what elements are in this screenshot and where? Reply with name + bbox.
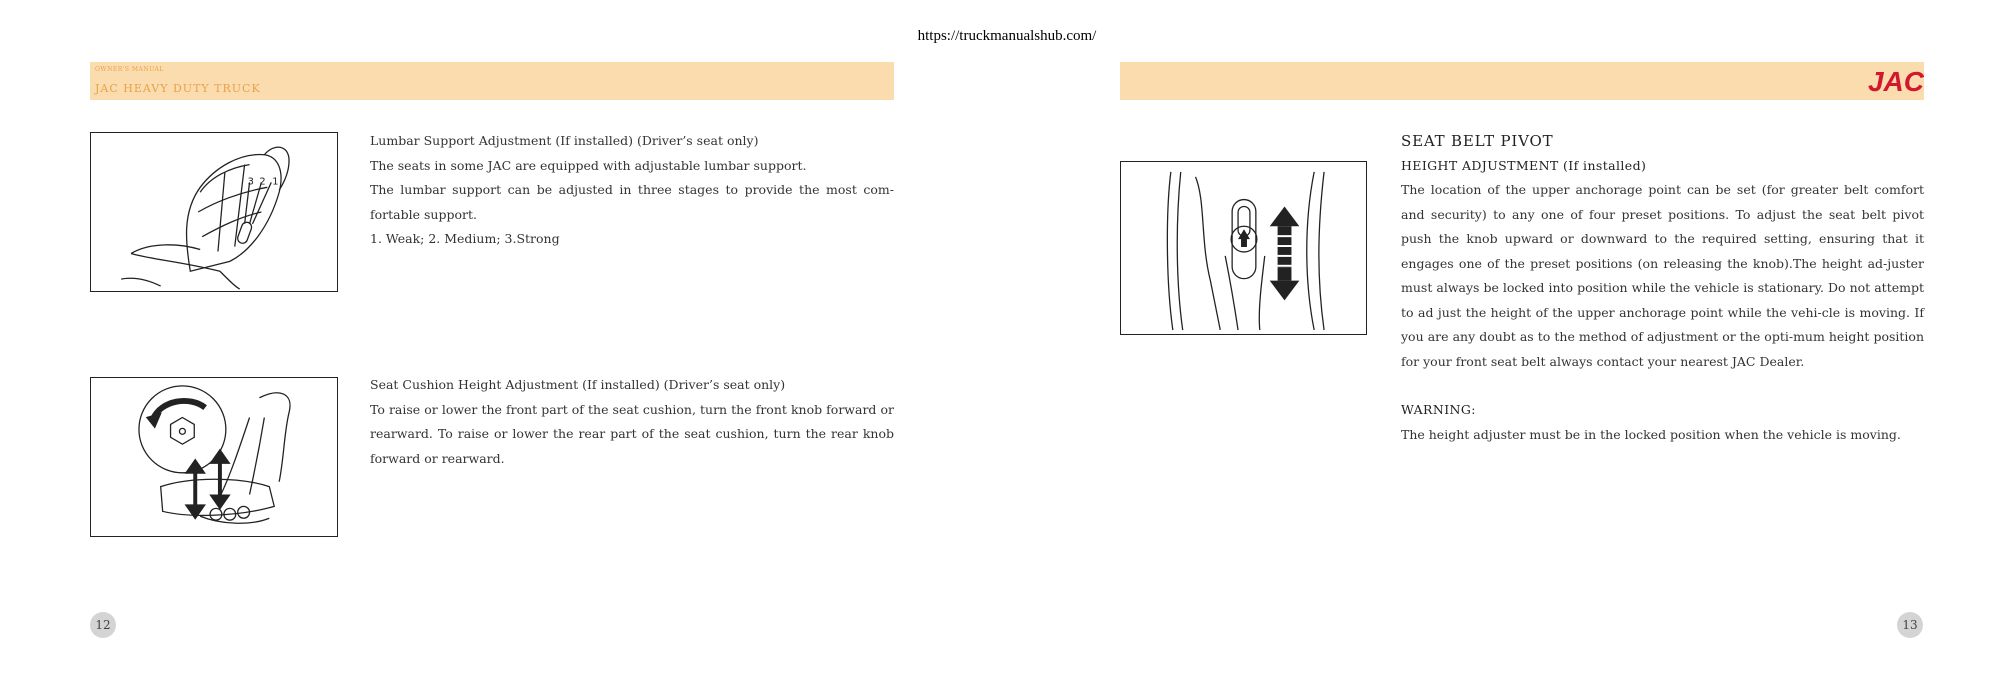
lumbar-support-figure [90, 132, 338, 292]
warning-title: WARNING: [1401, 402, 1476, 417]
seat-belt-heading: SEAT BELT PIVOT [1401, 132, 1554, 150]
lumbar-line-2: The lumbar support can be adjusted in three stages to provide the most com-fortable support. [370, 182, 894, 222]
cushion-section [370, 373, 894, 471]
cushion-seat-illustration [91, 378, 337, 536]
svg-text:3: 3 [247, 176, 254, 188]
seat-belt-section [1401, 129, 1924, 447]
lumbar-section [370, 129, 894, 252]
cushion-body: To raise or lower the front part of the seat cushion, turn the front knob forward or rearward. To raise or lower the rear part of the seat cushion, turn the rear knob forward or rearward. [370, 401, 894, 466]
svg-text:2: 2 [259, 176, 266, 188]
svg-text:JAC: JAC [1867, 67, 1924, 95]
cushion-height-figure [90, 377, 338, 537]
seat-belt-body: The location of the upper anchorage point can be set (for greater belt comfort and security) to any one of four preset positions. To adjust the seat belt pivot push the knob upward or downward to the required setting, ensuring that it engages one of the preset positions (on releasing the knob).The height ad-juster must always be locked into position while the vehicle is stationary. Do not attempt to ad just the height of the upper anchorage point while the vehi-cle is moving. If you are any doubt as to the method of adjustment or the opti-mum height position for your front seat belt always contact your nearest JAC Dealer. [1401, 182, 1924, 369]
svg-text:1: 1 [272, 176, 279, 188]
cushion-title: Seat Cushion Height Adjustment (If installed) (Driver’s seat only) [370, 377, 786, 392]
left-header-band [90, 62, 894, 100]
belt-pivot-illustration [1121, 162, 1366, 334]
jac-logo [1828, 67, 1924, 95]
lumbar-seat-illustration [91, 133, 337, 291]
seat-belt-pivot-figure [1120, 161, 1367, 335]
height-adjustment-subheading: HEIGHT ADJUSTMENT (If installed) [1401, 157, 1647, 173]
lumbar-line-3: 1. Weak; 2. Medium; 3.Strong [370, 231, 560, 246]
lumbar-title: Lumbar Support Adjustment (If installed) (Driver’s seat only) [370, 133, 759, 148]
source-url[interactable]: https://truckmanualshub.com/ [917, 28, 1097, 44]
lumbar-line-1: The seats in some JAC are equipped with adjustable lumbar support. [370, 157, 807, 173]
owners-manual-label: OWNER'S MANUAL [95, 66, 164, 73]
manual-title: JAC HEAVY DUTY TRUCK [95, 82, 261, 95]
page-number-left: 12 [90, 612, 116, 638]
page-number-right: 13 [1897, 612, 1923, 638]
warning-body: The height adjuster must be in the locked position when the vehicle is moving. [1401, 426, 1901, 442]
spacer [1401, 374, 1924, 398]
right-header-band [1120, 62, 1924, 100]
